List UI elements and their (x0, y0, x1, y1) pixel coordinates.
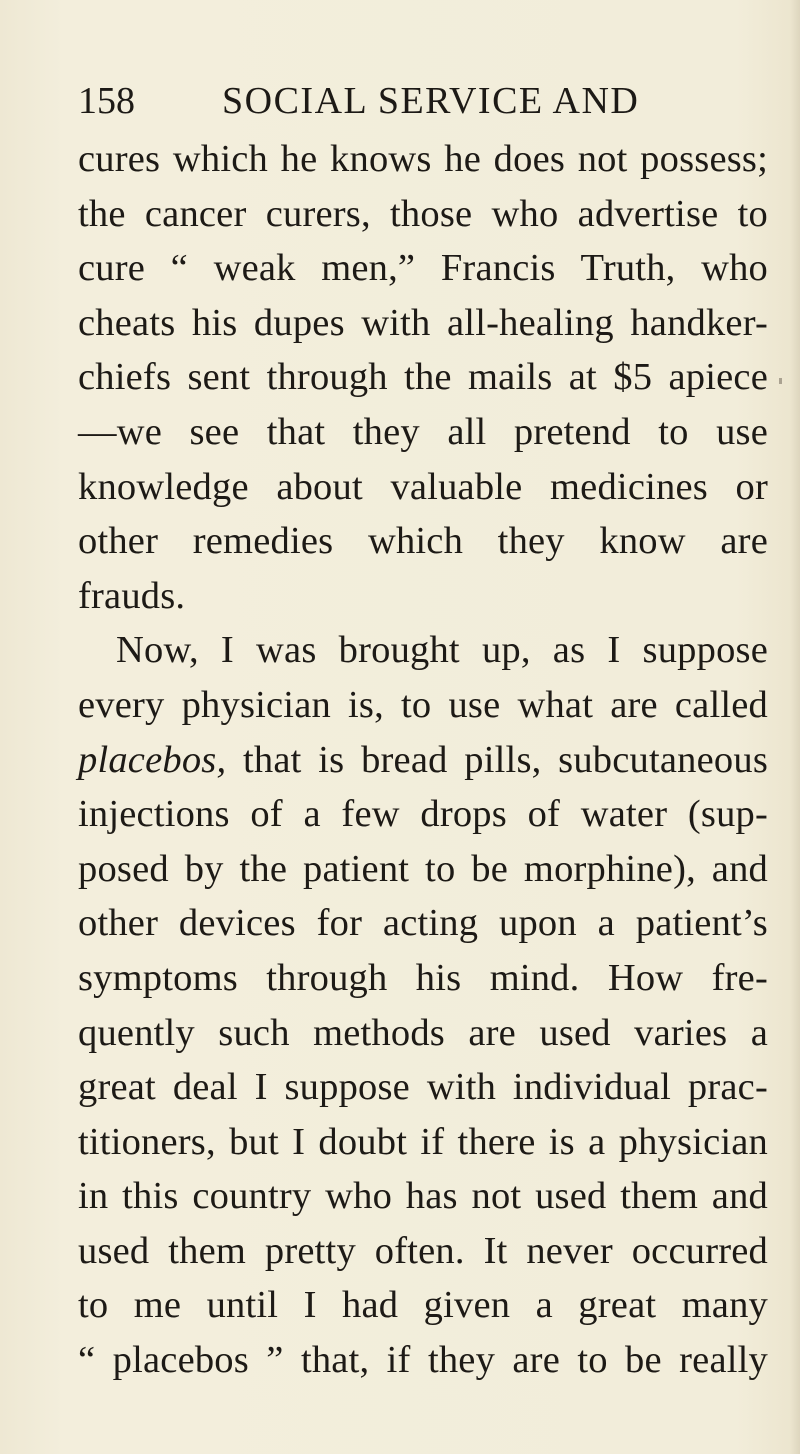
text-line: great deal I suppose with individual prac- (78, 1066, 768, 1109)
text-line: —we see that they all pretend to use (78, 410, 768, 453)
text-line: frauds. (78, 574, 186, 617)
text-line: other devices for acting upon a patient’s (78, 902, 768, 945)
text-line: cheats his dupes with all-healing handker- (78, 301, 768, 344)
text-line-rest: that is bread pills, subcutaneous (243, 738, 768, 781)
running-title: SOCIAL SERVICE AND (222, 80, 640, 122)
text-line: quently such methods are used varies a (78, 1011, 768, 1054)
page-edge-shadow (790, 0, 800, 1454)
paragraph-first-line: Now, I was brought up, as I suppose (116, 629, 768, 672)
text-line: in this country who has not used them and (78, 1175, 768, 1218)
text-line: the cancer curers, those who advertise to (78, 192, 768, 235)
text-line: used them pretty often. It never occurred (78, 1229, 768, 1272)
text-line: cures which he knows he does not possess; (78, 138, 768, 180)
text-line: cure “ weak men,” Francis Truth, who (78, 247, 768, 290)
text-line: symptoms through his mind. How fre- (78, 956, 768, 999)
text-line: chiefs sent through the mails at $5 apiece (78, 356, 768, 399)
italic-term: placebos, (78, 738, 227, 781)
text-line: posed by the patient to be morphine), and (78, 847, 768, 890)
text-line: “ placebos ” that, if they are to be really (78, 1339, 768, 1382)
text-line (78, 733, 768, 788)
text-line: titioners, but I doubt if there is a physician (78, 1120, 768, 1163)
text-line: injections of a few drops of water (sup- (78, 793, 768, 836)
page-number: 158 (78, 80, 135, 122)
text-line: knowledge about valuable medicines or (78, 465, 768, 508)
body-text (78, 132, 768, 1388)
page-header (78, 76, 768, 126)
text-line: every physician is, to use what are called (78, 683, 768, 726)
text-line: other remedies which they know are (78, 520, 768, 563)
ink-speck (779, 378, 782, 384)
text-line: to me until I had given a great many (78, 1284, 768, 1327)
